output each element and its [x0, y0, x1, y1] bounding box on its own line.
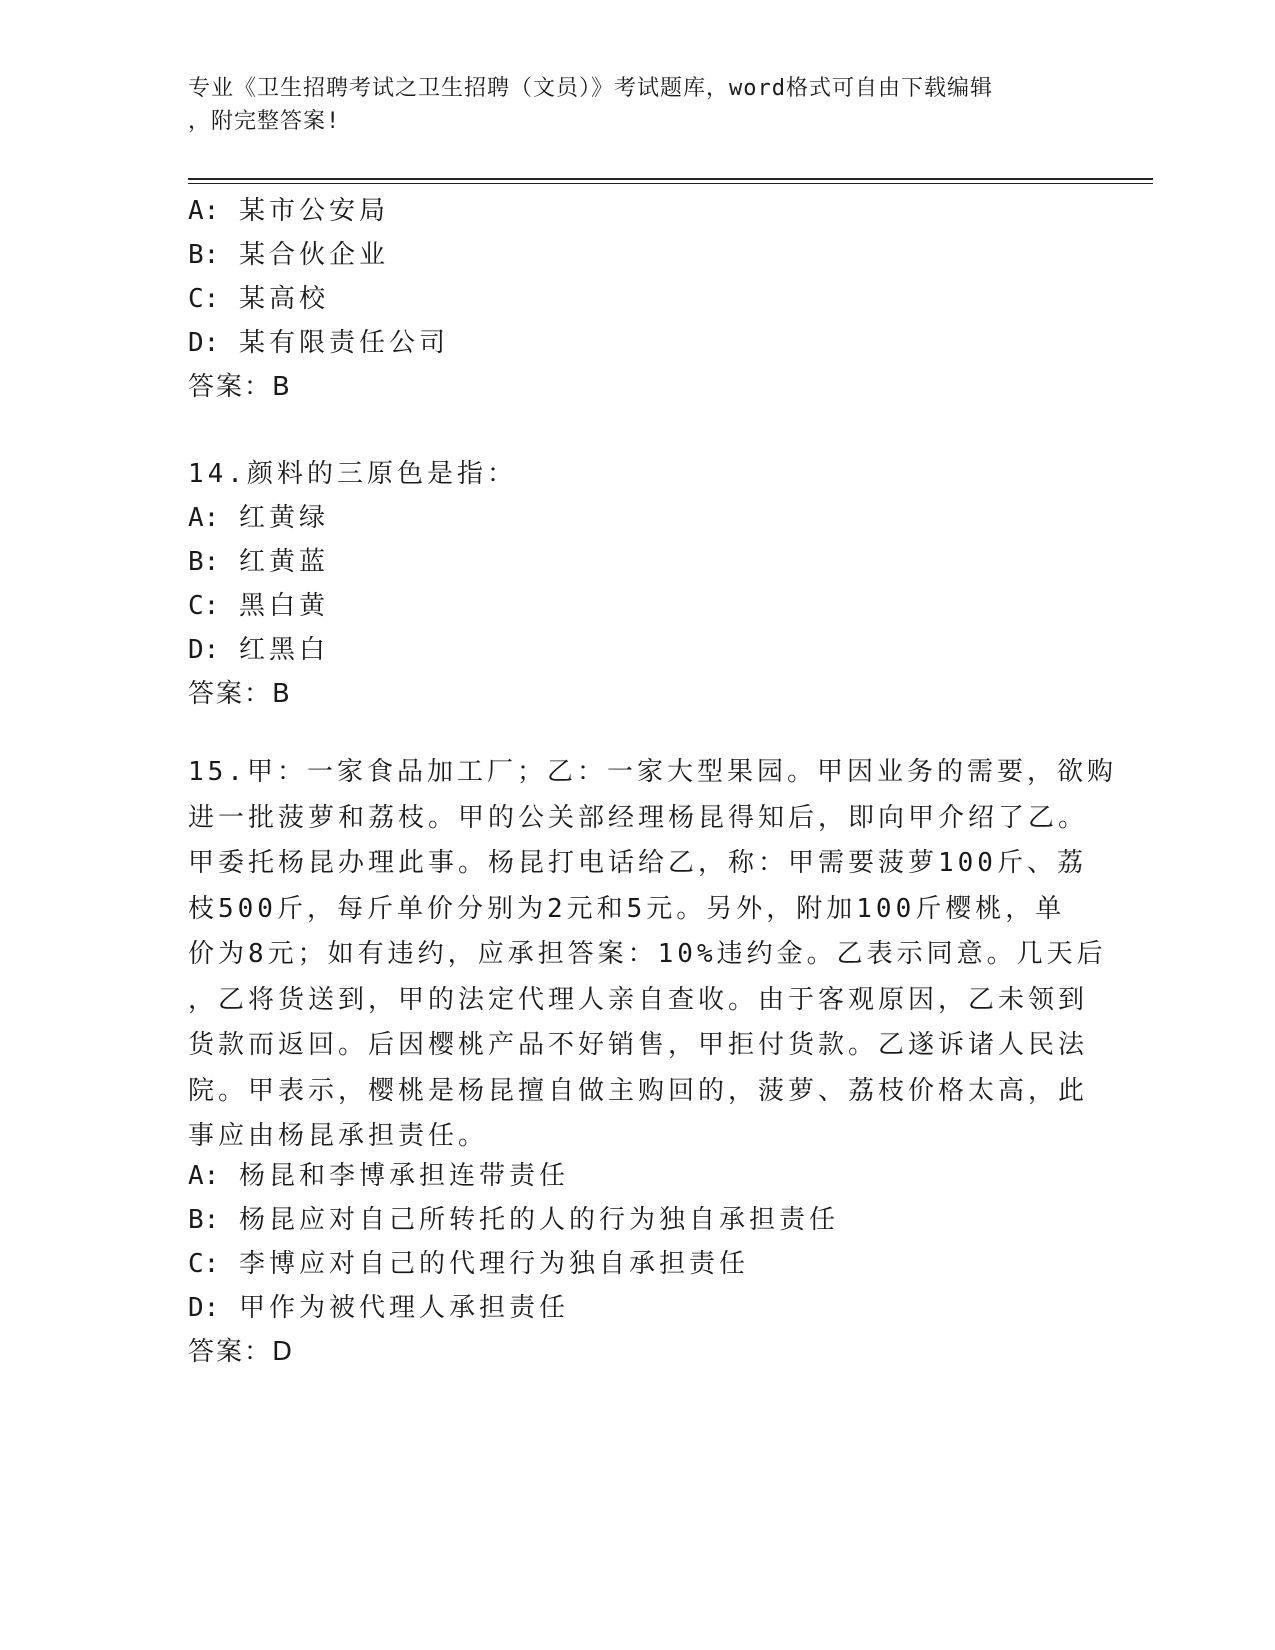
- q15-answer: 答案：D: [188, 1337, 295, 1367]
- q15-option-a: A: 杨昆和李博承担连带责任: [188, 1161, 569, 1191]
- q13-option-c: C: 某高校: [188, 284, 329, 314]
- q14-option-b: B: 红黄蓝: [188, 547, 329, 577]
- header-line-1: 专业《卫生招聘考试之卫生招聘（文员）》考试题库，word格式可自由下载编辑: [188, 76, 993, 101]
- q15-stem-line: 事应由杨昆承担责任。: [188, 1121, 489, 1151]
- q14-answer: 答案：B: [188, 679, 292, 709]
- document-header: [188, 72, 1088, 138]
- header-line-2: ，附完整答案!: [188, 109, 341, 134]
- q13-option-d: D: 某有限责任公司: [188, 328, 449, 358]
- q15-stem-line: 甲委托杨昆办理此事。杨昆打电话给乙，称：甲需要菠萝100斤、荔: [188, 848, 1087, 878]
- q15-option-d: D: 甲作为被代理人承担责任: [188, 1293, 569, 1323]
- q13-answer: 答案：B: [188, 372, 292, 402]
- q15-option-c: C: 李博应对自己的代理行为独自承担责任: [188, 1249, 749, 1279]
- q15-stem-line: 院。甲表示，樱桃是杨昆擅自做主购回的，菠萝、荔枝价格太高，此: [188, 1075, 1089, 1106]
- q15-stem-line: 货款而返回。后因樱桃产品不好销售，甲拒付货款。乙遂诉诸人民法: [188, 1030, 1089, 1060]
- q15-stem-line: 进一批菠萝和荔枝。甲的公关部经理杨昆得知后，即向甲介绍了乙。: [188, 802, 1089, 833]
- q14-option-c: C: 黑白黄: [188, 591, 329, 621]
- q13-option-a: A: 某市公安局: [188, 196, 389, 226]
- q14-stem: 14.颜料的三原色是指：: [188, 459, 517, 489]
- q15-stem: [188, 750, 1117, 1160]
- q15-option-b: B: 杨昆应对自己所转托的人的行为独自承担责任: [188, 1205, 839, 1235]
- q14-option-a: A: 红黄绿: [188, 503, 329, 533]
- q15-stem-line: 价为8元；如有违约，应承担答案：10%违约金。乙表示同意。几天后: [188, 939, 1107, 969]
- header-divider-thick: [188, 178, 1153, 180]
- q13-option-b: B: 某合伙企业: [188, 240, 389, 270]
- q15-stem-line: 15.甲：一家食品加工厂；乙：一家大型果园。甲因业务的需要，欲购: [188, 757, 1117, 787]
- q14-option-d: D: 红黑白: [188, 635, 329, 665]
- q15-stem-line: ，乙将货送到，甲的法定代理人亲自查收。由于客观原因，乙未领到: [188, 984, 1089, 1015]
- q15-stem-line: 枝500斤，每斤单价分别为2元和5元。另外，附加100斤樱桃，单: [188, 893, 1066, 924]
- header-divider-thin: [188, 183, 1153, 184]
